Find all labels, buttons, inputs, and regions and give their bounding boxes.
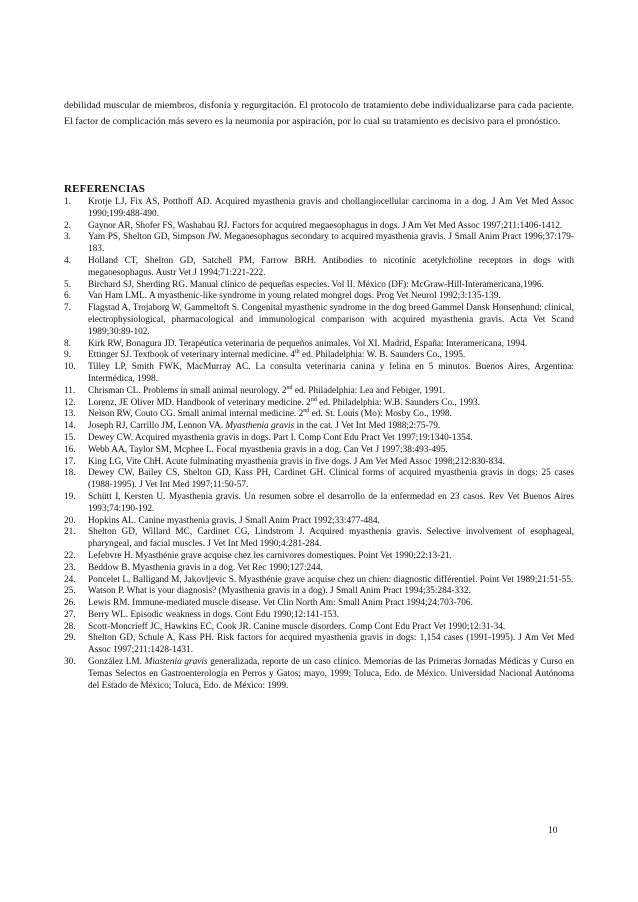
reference-item: [64, 197, 574, 221]
reference-number: 18.: [64, 468, 76, 479]
reference-number: 11.: [64, 385, 76, 396]
reference-number: 29.: [64, 633, 76, 644]
reference-item: [64, 468, 574, 492]
reference-text: Kirk RW, Bonagura JD. Terapéutica veterinaria de pequeños animales. Vol XI. Madrid, España: Interamericana, 1994.: [88, 338, 528, 349]
reference-text: Gaynor AR, Shofer FS, Washabau RJ. Factors for acquired megaesophagus in dogs. J Am Vet Med Assoc 1997;211:1406-1412.: [88, 220, 563, 231]
reference-text: Flagstad A, Trojaborg W, Gammeltoft S. Congenital myasthenic syndrome in the dog breed Gammel Dansk Honsenhund: clinical, electrophysiological, pharmacological and immunological comparison with acquired myasthenia gravis. Acta Vet Scand 1989;30:89-102.: [88, 303, 574, 337]
reference-text-part: ed. Philadelphia: Lea and Febiger, 1991.: [292, 385, 446, 396]
reference-text: Scott-Moncrieff JC, Hawkins EC, Cook JR. Canine muscle disorders. Comp Cont Edu Pract Vet 1990;12:31-34.: [88, 621, 506, 632]
reference-text: Shelton GD, Schule A, Kass PH. Risk factors for acquired myasthenia gravis in dogs: 1,154 cases (1991-1995). J Am Vet Med Assoc 1997;211:1428-1431.: [88, 633, 574, 656]
reference-item: [64, 409, 574, 421]
reference-number: 14.: [64, 421, 76, 432]
reference-text: Shelton GD, Willard MC, Cardinet CG, Lindstrom J. Acquired myasthenia gravis. Selective involvement of esophageal, pharyngeal, and facial muscles. J Vet Int Med 1990;4:281-284.: [88, 527, 574, 550]
reference-text: Berry WL. Episodic weakness in dogs. Cont Edu 1990;12:141-153.: [88, 609, 340, 620]
reference-text: [88, 386, 574, 398]
reference-text: Lefebvre H. Myasthénie grave acquise chez les carnivores domestiques. Point Vet 1990;22:13-21.: [88, 550, 452, 561]
references-list: [64, 197, 574, 692]
reference-item: [64, 398, 574, 410]
reference-number: 28.: [64, 621, 76, 632]
reference-text: [88, 350, 574, 362]
reference-number: 23.: [64, 562, 76, 573]
reference-superscript: nd: [310, 396, 317, 403]
reference-item: [64, 350, 574, 362]
reference-number: 15.: [64, 432, 76, 443]
reference-superscript: nd: [286, 384, 293, 391]
reference-text: [88, 657, 574, 692]
reference-item: [64, 445, 574, 457]
reference-number: 6.: [64, 291, 71, 302]
reference-item: [64, 657, 574, 692]
reference-text: Dewey CW. Acquired myasthenia gravis in dogs. Part I. Comp Cont Edu Pract Vet 1997;19:1340-1354.: [88, 432, 473, 443]
reference-item: [64, 622, 574, 634]
reference-number: 9.: [64, 350, 71, 361]
reference-text: Yam PS, Shelton GD, Simpson JW. Megaoesophagus secondary to acquired myasthenia gravis. J Small Anim Pract 1996;37:179-183.: [88, 232, 574, 255]
reference-text: Poncelet L, Balligand M, Jakovljevic S. Myasthénie grave acquise chez un chien: diagnostic différentiel. Point Vet 1989;21:51-55.: [88, 574, 574, 585]
reference-number: 16.: [64, 444, 76, 455]
reference-item: [64, 586, 574, 598]
reference-text-part: Chrisman CL. Problems in small animal neurology. 2: [88, 385, 287, 396]
reference-text-part: ed. Philadelphia: W. B. Saunders Co., 1995.: [299, 350, 466, 361]
reference-number: 30.: [64, 657, 76, 668]
reference-text: Birchard SJ, Sherding RG. Manual clínico de pequeñas especies. Vol II. México (DF): McGraw-Hill-Interamericana,1996.: [88, 279, 544, 290]
reference-text: Dewey CW, Bailey CS, Shelton GD, Kass PH, Cardinet GH. Clinical forms of acquired myasthenia gravis in dogs: 25 cases (1988-1995). J Vet Int Med 1997;11:50-57.: [88, 468, 574, 491]
reference-text: Krotje LJ, Fix AS, Potthoff AD. Acquired myasthenia gravis and chollangiocellular carcinoma in a dog. J Am Vet Med Assoc 1990;199:488-490.: [88, 197, 574, 219]
reference-item: [64, 575, 574, 587]
reference-item: [64, 256, 574, 280]
reference-item: [64, 221, 574, 233]
reference-text: [88, 409, 574, 421]
reference-italic: Miastenia gravis: [144, 657, 208, 668]
reference-superscript: th: [295, 349, 300, 356]
reference-number: 20.: [64, 515, 76, 526]
reference-number: 21.: [64, 527, 76, 538]
reference-text-part: Nelson RW, Couto CG. Small animal internal medicine. 2: [88, 409, 304, 420]
reference-number: 13.: [64, 409, 76, 420]
reference-item: [64, 362, 574, 386]
reference-text-part: Joseph RJ, Carrillo JM, Lennon VA.: [88, 421, 226, 432]
reference-text: [88, 398, 574, 410]
reference-item: [64, 457, 574, 469]
references-heading: REFERENCIAS: [64, 183, 146, 195]
reference-item: [64, 527, 574, 551]
intro-paragraph: debilidad muscular de miembros, disfonía y regurgitación. El protocolo de tratamiento debe individualizarse para cada paciente. El factor de complicación más severo es la neumonía por aspiración, por lo cual su tratamiento es decisivo para el pronóstico.: [64, 100, 574, 127]
reference-number: 22.: [64, 550, 76, 561]
reference-text-part: generalizada, reporte de un caso clínico. Memorias de las Primeras Jornadas Médicas y Curso en Temas Selectos en Gastroenterología en Perros y Gatos; mayo, 1999; Toluca, Edo. de México. Universidad Nacional Autónoma del Estado de México; Toluca, Edo. de México: 1999.: [88, 657, 574, 691]
reference-number: 17.: [64, 456, 76, 467]
reference-text: King LG, Vite ChH. Acute fulminating myasthenia gravis in five dogs. J Am Vet Med Assoc 1998;212:830-834.: [88, 456, 505, 467]
reference-number: 24.: [64, 574, 76, 585]
reference-text-part: González LM.: [88, 657, 145, 668]
reference-item: [64, 563, 574, 575]
reference-text: Watson P. What is your diagnosis? (Myasthenia gravis in a dog). J Small Anim Pract 1994;35:284-332.: [88, 586, 471, 597]
reference-superscript: nd: [303, 408, 310, 415]
reference-item: [64, 280, 574, 292]
reference-item: [64, 386, 574, 398]
reference-item: [64, 303, 574, 338]
reference-item: [64, 421, 574, 433]
reference-number: 26.: [64, 598, 76, 609]
reference-number: 12.: [64, 397, 76, 408]
reference-text-part: ed. St. Louis (Mo): Mosby Co., 1998.: [309, 409, 452, 420]
reference-text: Lewis RM. Immune-mediated muscle disease. Vet Clin North Am: Small Anim Pract 1994;24:703-706.: [88, 598, 473, 609]
reference-item: [64, 516, 574, 528]
reference-number: 1.: [64, 197, 71, 207]
reference-number: 3.: [64, 232, 71, 243]
reference-text: Holland CT, Shelton GD, Satchell PM, Farrow BRH. Antibodies to nicotinic acetylcholine receptors in dogs with megaoesophagus. Austr Vet J 1994;71:221-222.: [88, 255, 574, 278]
reference-number: 5.: [64, 279, 71, 290]
reference-text: Hopkins AL. Canine myasthenia gravis. J Small Anim Pract 1992;33:477-484.: [88, 515, 380, 526]
reference-text-part: ed. Philadelphia: W.B. Saunders Co., 1993.: [316, 397, 481, 408]
reference-item: [64, 610, 574, 622]
page-number: 10: [548, 826, 558, 836]
reference-number: 8.: [64, 338, 71, 349]
reference-text-part: Lorenz, JE Oliver MD. Handbook of veterinary medicine. 2: [88, 397, 311, 408]
reference-number: 2.: [64, 220, 71, 231]
reference-text-part: in the cat. J Vet Int Med 1988;2:75-79.: [294, 421, 441, 432]
reference-item: [64, 492, 574, 516]
reference-item: [64, 551, 574, 563]
reference-text: Van Ham LML. A myasthenic-like syndrome in young related mongrel dogs. Prog Vet Neurol 1992;3:135-139.: [88, 291, 501, 302]
reference-text: Schütt I, Kersten U. Myasthenia gravis. Un resumen sobre el desarrollo de la enfermedad en 23 casos. Rev Vet Buenos Aires 1993;74:190-192.: [88, 491, 574, 514]
reference-text: Beddow B. Myasthenia gravis in a dog. Vet Rec 1990;127:244.: [88, 562, 323, 573]
reference-number: 19.: [64, 491, 76, 502]
reference-item: [64, 633, 574, 657]
reference-item: [64, 598, 574, 610]
reference-number: 7.: [64, 303, 71, 314]
reference-italic: Myasthenia gravis: [225, 421, 295, 432]
reference-item: [64, 232, 574, 256]
reference-number: 25.: [64, 586, 76, 597]
reference-number: 27.: [64, 609, 76, 620]
reference-text: Webb AA, Taylor SM, Mcphee L. Focal myasthenia gravis in a dog. Can Vet J 1997;38:493-495.: [88, 444, 448, 455]
reference-item: [64, 291, 574, 303]
reference-item: [64, 433, 574, 445]
reference-text: [88, 421, 574, 433]
reference-number: 4.: [64, 255, 71, 266]
reference-text: Tilley LP, Smith FWK, MacMurray AC. La consulta veterinaria canina y felina en 5 minutos. Buenos Aires, Argentina: Intermédica, 1998.: [88, 362, 574, 384]
reference-number: 10.: [64, 362, 76, 373]
reference-item: [64, 339, 574, 351]
reference-text-part: Ettinger SJ. Textbook of veterinary internal medicine. 4: [88, 350, 296, 361]
